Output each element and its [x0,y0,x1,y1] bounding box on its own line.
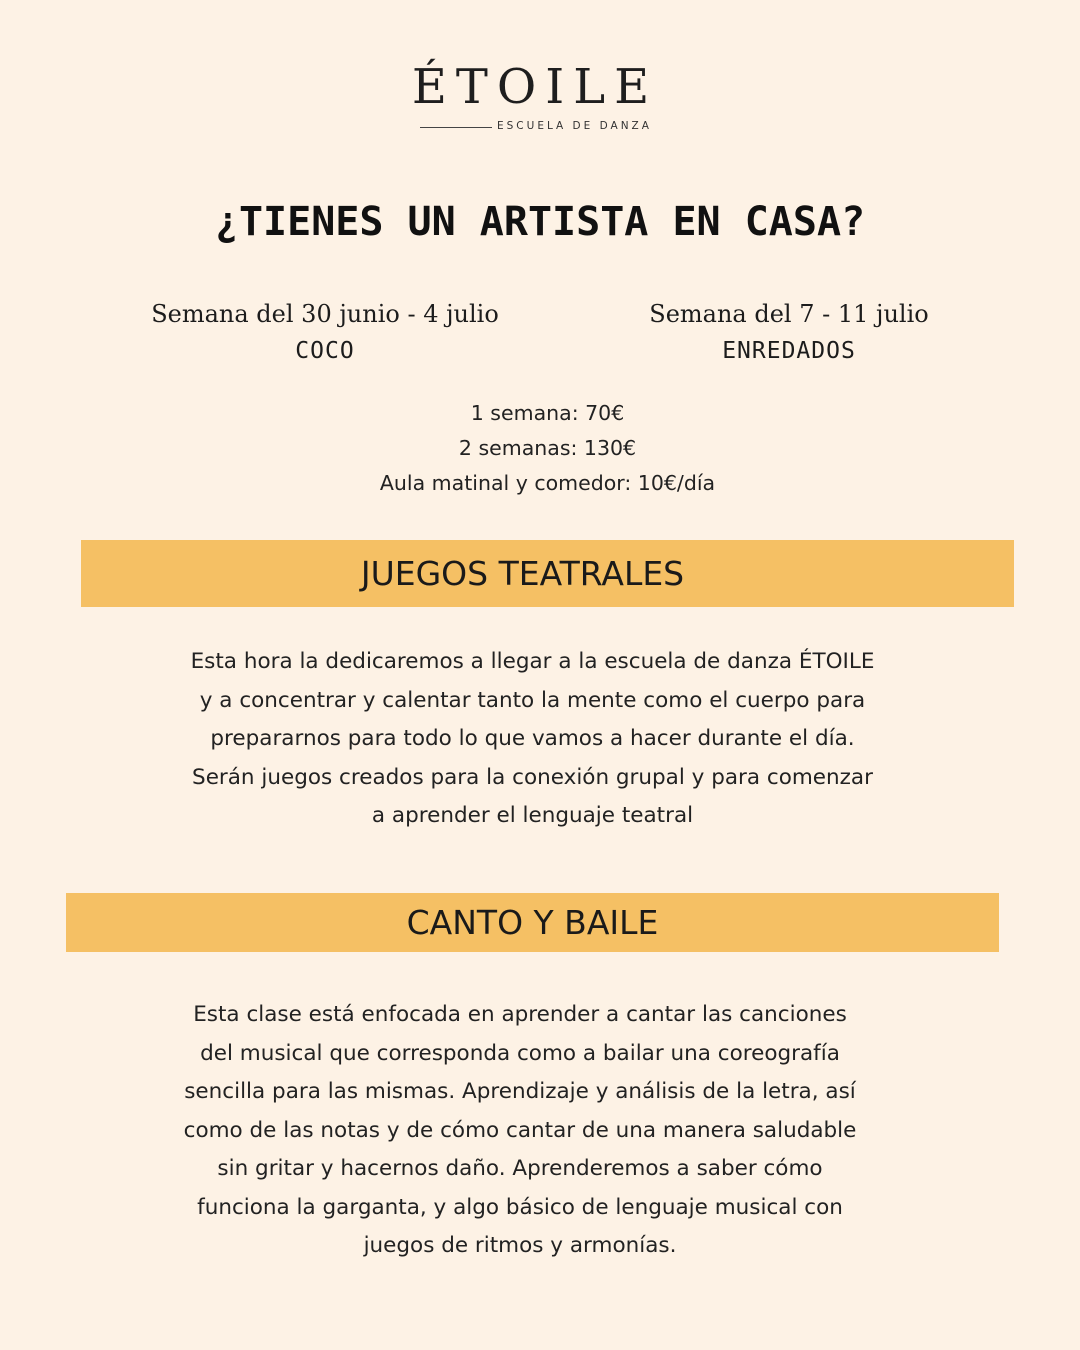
price-morning-lunch: Aula matinal y comedor: 10€/día [379,471,716,495]
paragraph-line: del musical que corresponda como a bailar una coreografía [200,1040,840,1066]
week-2-dates: Semana del 7 - 11 julio [649,300,929,328]
section-title-juegos-teatrales: JUEGOS TEATRALES [81,540,1014,607]
section-title-canto-y-baile: CANTO Y BAILE [66,893,999,952]
week-2 [600,296,978,370]
week-1 [110,296,540,370]
section-text-juegos-teatrales [130,643,935,836]
paragraph-line: Esta clase está enfocada en aprender a cantar las canciones [193,1002,847,1027]
headline: ¿TIENES UN ARTISTA EN CASA? [214,199,866,245]
paragraph-line: a aprender el lenguaje teatral [371,803,694,828]
paragraph-line: y a concentrar y calentar tanto la mente como el cuerpo para [199,687,866,713]
week-1-show: COCO [295,338,355,364]
logo-divider [420,127,492,128]
section-text-canto-y-baile [120,996,920,1266]
paragraph-line: prepararnos para todo lo que vamos a hacer durante el día. [210,726,855,751]
price-one-week: 1 semana: 70€ [470,401,625,425]
logo-tagline: ESCUELA DE DANZA [497,120,652,132]
paragraph-line: Serán juegos creados para la conexión grupal y para comenzar [192,764,873,790]
week-1-dates: Semana del 30 junio - 4 julio [151,300,499,328]
paragraph-line: sencilla para las mismas. Aprendizaje y análisis de la letra, así [184,1079,856,1104]
paragraph-line: sin gritar y hacernos daño. Aprenderemos a saber cómo [217,1156,823,1181]
paragraph-line: juegos de ritmos y armonías. [363,1233,677,1258]
paragraph-line: Esta hora la dedicaremos a llegar a la escuela de danza ÉTOILE [190,649,875,674]
logo-name: ÉTOILE [411,59,659,115]
price-list [0,396,1080,501]
week-2-show: ENREDADOS [722,338,856,364]
paragraph-line: funciona la garganta, y algo básico de lenguaje musical con [197,1194,843,1220]
price-two-weeks: 2 semanas: 130€ [458,436,637,460]
paragraph-line: como de las notas y de cómo cantar de una manera saludable [183,1117,857,1143]
